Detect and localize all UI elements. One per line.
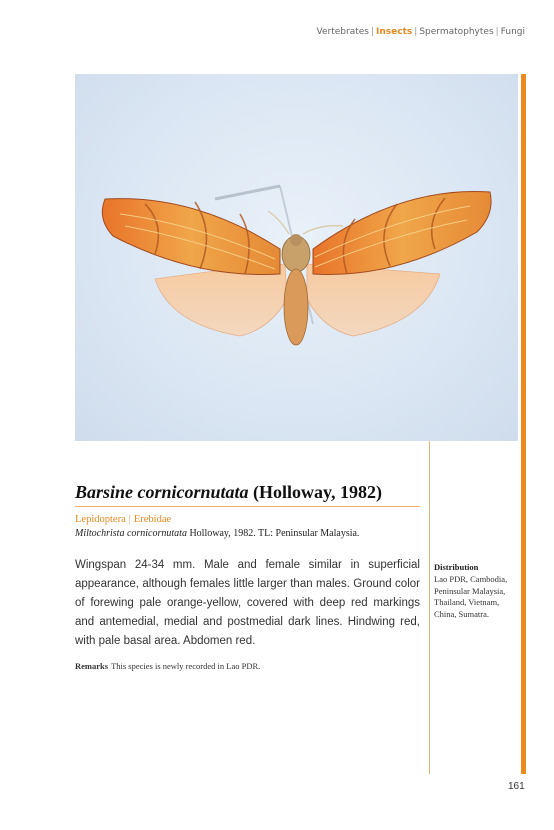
- remarks: [75, 661, 260, 671]
- taxonomy-line: [75, 514, 171, 525]
- nav-vertebrates[interactable]: Vertebrates: [316, 27, 369, 37]
- accent-bar: [521, 74, 526, 774]
- remarks-text: This species is newly recorded in Lao PDR.: [111, 661, 261, 671]
- section-nav: [317, 27, 525, 37]
- order-label: Lepidoptera: [75, 514, 126, 525]
- moth-specimen-icon: [75, 74, 518, 441]
- species-name: Barsine cornicornutata: [75, 482, 249, 502]
- nav-spermatophytes[interactable]: Spermatophytes: [419, 27, 494, 37]
- nav-insects[interactable]: Insects: [376, 27, 413, 37]
- specimen-photo: [75, 74, 518, 441]
- taxonomy-separator: |: [128, 514, 131, 525]
- distribution-heading: Distribution: [434, 562, 479, 572]
- species-description: Wingspan 24-34 mm. Male and female similar in superficial appearance, although females little larger than males. Ground color of forewing pale orange-yellow, covered with deep red markings and antemedial, medial and postmedial dark lines. Hindwing red, with pale basal area. Abdomen red.: [75, 559, 420, 647]
- nav-separator: |: [495, 27, 499, 37]
- title-rule: [75, 506, 420, 507]
- family-label: Erebidae: [133, 514, 172, 525]
- species-authority: (Holloway, 1982): [253, 482, 383, 502]
- column-divider: [429, 441, 430, 774]
- nav-separator: |: [414, 27, 418, 37]
- remarks-heading: Remarks: [75, 661, 109, 671]
- nav-separator: |: [371, 27, 375, 37]
- nav-fungi[interactable]: Fungi: [500, 27, 525, 37]
- synonym-citation: Holloway, 1982. TL: Peninsular Malaysia.: [186, 528, 360, 539]
- page-number: 161: [508, 781, 525, 792]
- synonym-line: [75, 528, 359, 539]
- distribution-text: Lao PDR, Cambodia, Peninsular Malaysia, Thailand, Vietnam, China, Sumatra.: [434, 574, 508, 619]
- synonym-name: Miltochrista cornicornutata: [75, 528, 187, 539]
- species-title: [75, 482, 382, 503]
